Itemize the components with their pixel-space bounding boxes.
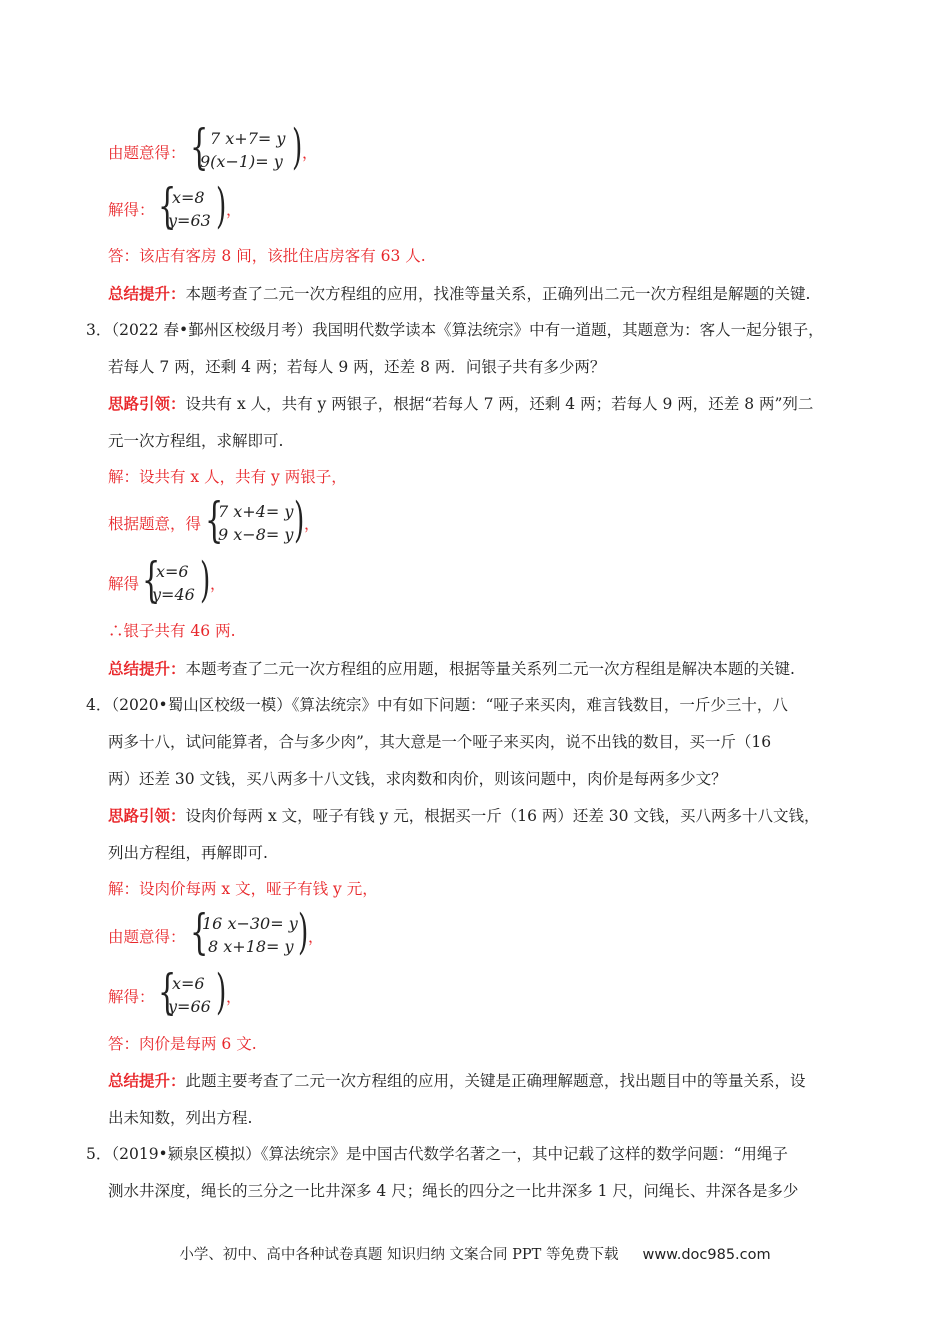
idea bbox=[108, 805, 819, 827]
question-4: 4．（2020•蜀山区校级一模）《算法统宗》中有如下问题：“哑子来买肉，难言钱数目，一斤少三十，八 bbox=[86, 696, 788, 714]
eq-label: 由题意得： bbox=[108, 928, 186, 946]
comma: ， bbox=[302, 144, 318, 162]
idea bbox=[108, 393, 813, 415]
equation-row: 16 x−30= y bbox=[202, 914, 298, 933]
summary-label: 总结提升： bbox=[108, 660, 186, 678]
left-brace: { bbox=[158, 964, 177, 1020]
equation-row: 7 x+7= y bbox=[210, 129, 286, 148]
right-paren: ) bbox=[298, 904, 309, 960]
equation-row: 7 x+4= y bbox=[218, 502, 294, 521]
idea-text: 设肉价每两 x 文，哑子有钱 y 元，根据买一斤（16 两）还差 30 文钱，买八两多十八文钱， bbox=[185, 807, 820, 825]
comma: ， bbox=[304, 515, 320, 533]
solution-intro: 解：设肉价每两 x 文，哑子有钱 y 元， bbox=[108, 880, 378, 898]
left-brace: { bbox=[190, 904, 209, 960]
answer: 答：该店有客房 8 间，该批住店房客有 63 人. bbox=[108, 247, 426, 265]
equation-row: 8 x+18= y bbox=[208, 937, 294, 956]
left-brace: { bbox=[190, 119, 209, 175]
left-brace: { bbox=[205, 492, 224, 548]
idea-label: 思路引领： bbox=[108, 395, 186, 413]
equation-row: 9(x−1)= y bbox=[200, 152, 283, 171]
right-paren: ) bbox=[294, 492, 305, 548]
idea-text: 设共有 x 人，共有 y 两银子，根据“若每人 7 两，还剩 4 两；若每人 9 两，还差 8 两”列二 bbox=[185, 395, 814, 413]
question-3-cont: 若每人 7 两，还剩 4 两；若每人 9 两，还差 8 两．问银子共有多少两？ bbox=[108, 358, 606, 376]
footer-text: 小学、初中、高中各种试卷真题 知识归纳 文案合同 PPT 等免费下载 bbox=[179, 1247, 619, 1263]
left-brace: { bbox=[142, 552, 161, 608]
question-5: 5．（2019•颍泉区模拟）《算法统宗》是中国古代数学名著之一，其中记载了这样的数学问题：“用绳子 bbox=[86, 1145, 788, 1163]
idea-cont: 列出方程组，再解即可. bbox=[108, 844, 268, 862]
question-5-cont: 测水井深度，绳长的三分之一比井深多 4 尺；绳长的四分之一比井深多 1 尺，问绳长、井深各是多少 bbox=[108, 1182, 799, 1200]
answer: ∴银子共有 46 两. bbox=[108, 622, 236, 640]
summary-text: 本题考查了二元一次方程组的应用题，根据等量关系列二元一次方程组是解决本题的关键. bbox=[185, 660, 795, 678]
solution-row: x=6 bbox=[156, 562, 189, 581]
summary bbox=[108, 283, 810, 305]
summary-text: 此题主要考查了二元一次方程组的应用，关键是正确理解题意，找出题目中的等量关系，设 bbox=[185, 1072, 806, 1090]
summary-text: 本题考查了二元一次方程组的应用，找准等量关系，正确列出二元一次方程组是解题的关键. bbox=[185, 285, 811, 303]
eq-label: 根据题意，得 bbox=[108, 515, 202, 533]
summary bbox=[108, 658, 795, 680]
right-paren: ) bbox=[292, 119, 303, 175]
solution-label: 解得 bbox=[108, 575, 140, 593]
comma: ， bbox=[226, 201, 242, 219]
right-paren: ) bbox=[216, 178, 227, 234]
right-paren: ) bbox=[216, 964, 227, 1020]
idea-cont: 元一次方程组，求解即可. bbox=[108, 432, 284, 450]
solution-intro: 解：设共有 x 人，共有 y 两银子， bbox=[108, 468, 347, 486]
solution-row: y=66 bbox=[168, 997, 211, 1016]
summary-label: 总结提升： bbox=[108, 285, 186, 303]
comma: ， bbox=[308, 928, 324, 946]
summary-label: 总结提升： bbox=[108, 1072, 186, 1090]
right-paren: ) bbox=[200, 552, 211, 608]
solution-row: y=63 bbox=[168, 211, 211, 230]
equation-row: 9 x−8= y bbox=[218, 525, 294, 544]
solution-row: y=46 bbox=[152, 585, 195, 604]
question-4-cont: 两）还差 30 文钱，买八两多十八文钱，求肉数和肉价，则该问题中，肉价是每两多少文？ bbox=[108, 770, 727, 788]
comma: ， bbox=[226, 988, 242, 1006]
eq-label: 由题意得： bbox=[108, 144, 186, 162]
summary bbox=[108, 1070, 806, 1092]
footer-url[interactable]: www.doc985.com bbox=[642, 1247, 771, 1263]
page-footer bbox=[0, 1243, 950, 1264]
summary-cont: 出未知数，列出方程. bbox=[108, 1109, 253, 1127]
idea-label: 思路引领： bbox=[108, 807, 186, 825]
answer: 答：肉价是每两 6 文. bbox=[108, 1035, 257, 1053]
comma: ， bbox=[210, 575, 226, 593]
left-brace: { bbox=[158, 178, 177, 234]
solution-label: 解得： bbox=[108, 988, 155, 1006]
solution-row: x=8 bbox=[172, 188, 205, 207]
solution-label: 解得： bbox=[108, 201, 155, 219]
question-3: 3．（2022 春•鄞州区校级月考）我国明代数学读本《算法统宗》中有一道题，其题意为：客人一起分银子， bbox=[86, 321, 824, 339]
question-4-cont: 两多十八，试问能算者，合与多少肉”，其大意是一个哑子来买肉，说不出钱的数目，买一斤（16 bbox=[108, 733, 772, 751]
solution-row: x=6 bbox=[172, 974, 205, 993]
